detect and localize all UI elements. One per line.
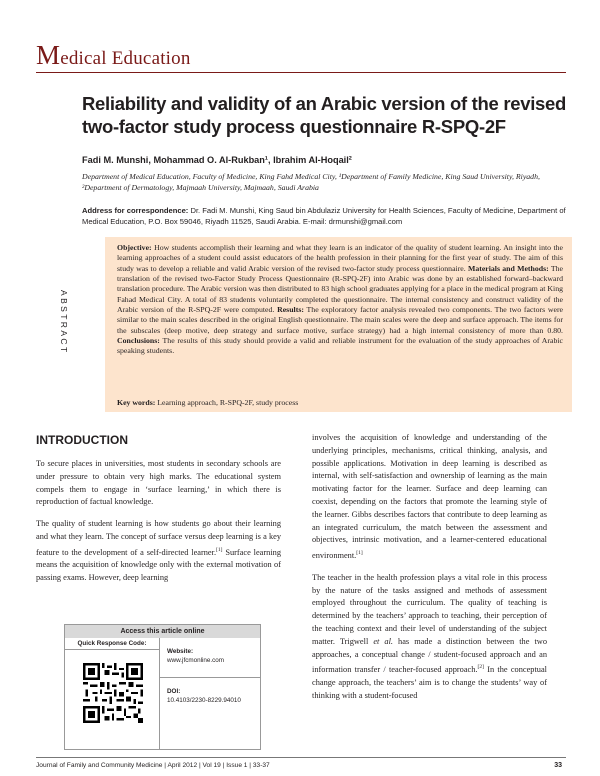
article-affiliations: Department of Medical Education, Faculty of Medicine, King Fahd Medical City, ¹Department of Family Medicine, King Saud University, Riyadh, ²Department of Dermatology, Majmaah University, Majmaah, Saudi Arabia <box>82 172 540 192</box>
intro-paragraph-3-text: involves the acquisition of knowledge and understanding of the underlying principles, mechanisms, critical thinking, analysis, and possible applications. Motivation in deep learning is described as internal, with self-satisfaction and ownership of learning as the main motivating factor for the learner. Surface and deep learning can coexist, depending on the factors that promote the learning style of the learner. Gibbs describes factors that contribute to deep learning as an integrated curriculum, the match between the assessment and objectives, intrinsic motivation, and a learner-centered educational environment. <box>312 433 547 560</box>
intro-paragraph-2 <box>36 518 281 585</box>
left-column <box>36 458 281 594</box>
abstract-conclusions: The results of this study should provide a valid and reliable instrument for the evaluation of the study approaches of Arabic speaking students. <box>117 336 563 356</box>
doi-block <box>167 687 259 705</box>
intro-paragraph-2-cont: Surface learning means the acquisition of knowledge only with the external motivation of passing exams. However, deep learning <box>36 547 281 583</box>
citation-ref[interactable]: [2] <box>477 664 484 671</box>
abstract-conclusions-label: Conclusions: <box>117 336 160 346</box>
intro-paragraph-1: To secure places in universities, most students in secondary schools are under pressure to obtain very high marks. The educational system compels them to engage in ‘surface learning,’ in which there is reproduction of factual knowledge. <box>36 459 281 507</box>
doi-link[interactable]: 10.4103/2230-8229.94010 <box>167 697 241 704</box>
intro-paragraph-4-cont: has made a distinction between the two approaches, a conceptual change / student-focused approach and an information transfer / teacher-focused approach. <box>312 636 548 675</box>
abstract-objective: How students accomplish their learning and what they learn is an indicator of the quality of student learning. An insight into the learning approaches of a student could assist educators of the health profession in their planning for the first year of study. The aim of this study was to develop a reliable and valid Arabic version of the revised two-factor study process questionnaire. <box>117 243 563 273</box>
page-number: 33 <box>554 762 562 769</box>
abstract-methods-label: Materials and Methods: <box>467 263 549 273</box>
footer-citation: Journal of Family and Community Medicine | April 2012 | Vol 19 | Issue 1 | 33-37 <box>36 762 270 769</box>
intro-paragraph-2-text: The quality of student learning is how students go about their learning and what they learn. The concept of surface versus deep learning is a key feature to the development of a self-directed learner. <box>36 519 281 557</box>
journal-logo <box>36 40 191 71</box>
qr-label: Quick Response Code: <box>65 638 159 650</box>
intro-paragraph-4-end: In the conceptual change approach, the teachers’ aim is to change the students’ way of thinking with a student-focused <box>312 665 547 700</box>
abstract-methods: The translation of the revised two-Factor Study Process Questionnaire (R-SPQ-2F) into Arabic was done by an established forward–backward translation procedure. The Arabic version was then distributed to 83 high school graduates applying for a place in the medical program at King Fahad Medical City. A total of 83 students voluntarily completed the questionnaire. The internal consistency and construct validity of the Arabic version of the R-SPQ-2F were computed. <box>117 263 563 315</box>
abstract-results-label: Results: <box>277 305 304 315</box>
keywords-text: Learning approach, R-SPQ-2F, study process <box>155 398 299 407</box>
journal-logo-initial: M <box>36 40 61 70</box>
doi-label: DOI: <box>167 688 181 695</box>
citation-ref[interactable]: [1] <box>216 546 223 553</box>
website-label: Website: <box>167 648 194 655</box>
qr-code-icon[interactable] <box>83 663 143 723</box>
article-authors: Fadi M. Munshi, Mohammad O. Al-Rukban¹, Ibrahim Al-Hoqail² <box>82 155 352 165</box>
website-block <box>167 647 259 665</box>
box-divider <box>159 638 160 750</box>
correspondence-address <box>82 206 572 227</box>
access-online-box <box>64 624 261 750</box>
abstract-label: ABSTRACT <box>59 290 69 355</box>
et-al: et al. <box>373 636 393 646</box>
journal-logo-text: edical Education <box>60 48 191 69</box>
article-title: Reliability and validity of an Arabic version of the revised two-factor study process questionnaire R-SPQ-2F <box>82 93 567 137</box>
intro-paragraph-3 <box>312 432 547 563</box>
intro-paragraph-4 <box>312 572 547 703</box>
right-column <box>312 432 547 712</box>
access-online-heading: Access this article online <box>65 625 260 638</box>
abstract-results: The exploratory factor analysis revealed two components. The two factors were similar to the main scales described in the original English questionnaire. The main scales were the deep and surface approach. The items for the subscales (deep motive, deep strategy and surface motive, surface strategy) had a high internal consistency of more than 0.80. <box>117 305 563 335</box>
introduction-heading: INTRODUCTION <box>36 433 128 447</box>
website-link[interactable]: www.jfcmonline.com <box>167 657 225 664</box>
correspondence-label: Address for correspondence: <box>82 206 189 215</box>
intro-paragraph-4-text: The teacher in the health profession plays a vital role in this process by the nature of the tasks assigned and methods of assessment employed throughout the curriculum. The quality of teaching is determined by the teachers’ approach to teaching, their perception of the teaching context and their level of understanding of the subject matter. Trigwell <box>312 572 547 646</box>
citation-ref[interactable]: [1] <box>356 550 363 557</box>
box-inner-divider <box>159 677 261 678</box>
keywords <box>117 398 298 407</box>
keywords-label: Key words: <box>117 398 156 407</box>
abstract-objective-label: Objective: <box>117 243 152 252</box>
correspondence-text: Dr. Fadi M. Munshi, King Saud bin Abdulaziz University for Health Sciences, Faculty of Medicine, Department of Medical Education, P.O. Box 59046, Riyadh 11525, Saudi Arabia. E-mail: drmunshi@gmail.com <box>82 206 566 226</box>
abstract-text <box>117 243 563 357</box>
header-divider <box>36 72 566 73</box>
footer-divider <box>36 757 566 758</box>
